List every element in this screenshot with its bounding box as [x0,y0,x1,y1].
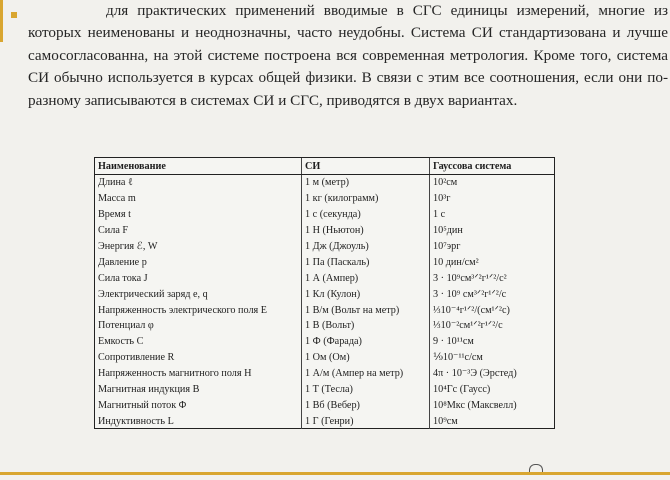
cell-si-unit: 1 Па (Паскаль) [302,254,430,270]
cell-gauss-unit: 3 · 10⁹ см³ᐟ²г¹ᐟ²/с [430,286,555,302]
cell-quantity: Масса m [98,193,136,205]
square-bullet-icon [11,12,17,18]
cell-gauss-unit: 9 · 10¹¹см [430,334,555,350]
cell-quantity: Напряженность магнитного поля H [98,368,252,380]
table-row [95,318,554,334]
cell-quantity: Магнитный поток Φ [98,399,187,411]
cell-gauss-unit: 10³г [430,191,555,207]
cell-gauss-unit: ⅓10⁻²см¹ᐟ²г¹ᐟ²/с [430,318,555,334]
table-row [95,334,554,350]
cell-si-unit: 1 м (метр) [302,175,430,191]
units-table-frame [94,157,555,429]
table-row [95,286,554,302]
cell-gauss-unit: 10 дин/см² [430,254,555,270]
header-gauss: Гауссова система [430,158,555,175]
units-table [95,158,554,429]
table-header-row [95,158,554,175]
cell-si-unit: 1 с (секунда) [302,207,430,223]
table-row [95,270,554,286]
header-name: Наименование [95,158,302,175]
cell-si-unit: 1 Г (Генри) [302,413,430,429]
table-row [95,223,554,239]
cell-si-unit: 1 Ф (Фарада) [302,334,430,350]
cell-quantity: Потенциал φ [98,320,154,332]
cell-quantity: Время t [98,209,131,221]
cell-quantity: Длина ℓ [98,177,133,189]
cell-quantity: Электрический заряд e, q [98,288,208,300]
cell-gauss-unit: 10²см [430,175,555,191]
cell-gauss-unit: 10⁸Мкс (Максвелл) [430,397,555,413]
cell-si-unit: 1 А/м (Ампер на метр) [302,366,430,382]
accent-bottom-rule [0,472,670,475]
cell-quantity: Сопротивление R [98,352,175,364]
cell-quantity: Магнитная индукция B [98,384,200,396]
cell-quantity: Сила тока J [98,272,148,284]
cell-gauss-unit: 10⁹см [430,413,555,429]
cell-si-unit: 1 В/м (Вольт на метр) [302,302,430,318]
cell-gauss-unit: 10⁵дин [430,223,555,239]
table-row [95,350,554,366]
cell-si-unit: 1 кг (килограмм) [302,191,430,207]
cell-gauss-unit: 3 · 10⁹см³ᐟ²г¹ᐟ²/с² [430,270,555,286]
cell-quantity: Напряженность электрического поля E [98,304,268,316]
intro-paragraph [28,0,668,112]
table-row [95,382,554,398]
table-row [95,302,554,318]
cell-gauss-unit: 10⁷эрг [430,239,555,255]
header-si: СИ [302,158,430,175]
cell-si-unit: 1 Н (Ньютон) [302,223,430,239]
cell-gauss-unit: 4π · 10⁻³Э (Эрстед) [430,366,555,382]
table-row [95,397,554,413]
cell-quantity: Энергия ℰ, W [98,241,158,252]
cell-gauss-unit: ⅓10⁻⁴г¹ᐟ²/(см¹ᐟ²с) [430,302,555,318]
table-body [95,175,554,430]
cell-quantity: Емкость C [98,336,144,348]
cell-quantity: Давление p [98,256,147,268]
accent-left-rule [0,0,3,42]
cell-gauss-unit: 10⁴Гс (Гаусс) [430,382,555,398]
table-row [95,413,554,429]
table-row [95,207,554,223]
table-row [95,254,554,270]
cell-si-unit: 1 В (Вольт) [302,318,430,334]
cell-quantity: Индуктивность L [98,415,174,427]
table-row [95,175,554,191]
cell-quantity: Сила F [98,225,129,237]
cell-si-unit: 1 Вб (Вебер) [302,397,430,413]
table-row [95,366,554,382]
cell-si-unit: 1 Ом (Ом) [302,350,430,366]
cell-gauss-unit: 1 с [430,207,555,223]
cell-si-unit: 1 Кл (Кулон) [302,286,430,302]
paragraph-text: для практических применений вводимые в СГС единицы измерений, многие из которых неименованы и неоднозначны, часто неудобны. Система СИ стандартизована и лучше самосогласованна, на этой системе построена вся современная метрология. Кроме того, система СИ обычно используется в курсах общей физики. В связи с этим все соотношения, если они по-разному записываются в системах СИ и СГС, приводятся в двух вариантах. [28,2,668,109]
cell-si-unit: 1 Дж (Джоуль) [302,239,430,255]
table-row [95,191,554,207]
cell-gauss-unit: ⅑10⁻¹¹с/см [430,350,555,366]
table-row [95,239,554,255]
cell-si-unit: 1 А (Ампер) [302,270,430,286]
cell-si-unit: 1 Т (Тесла) [302,382,430,398]
